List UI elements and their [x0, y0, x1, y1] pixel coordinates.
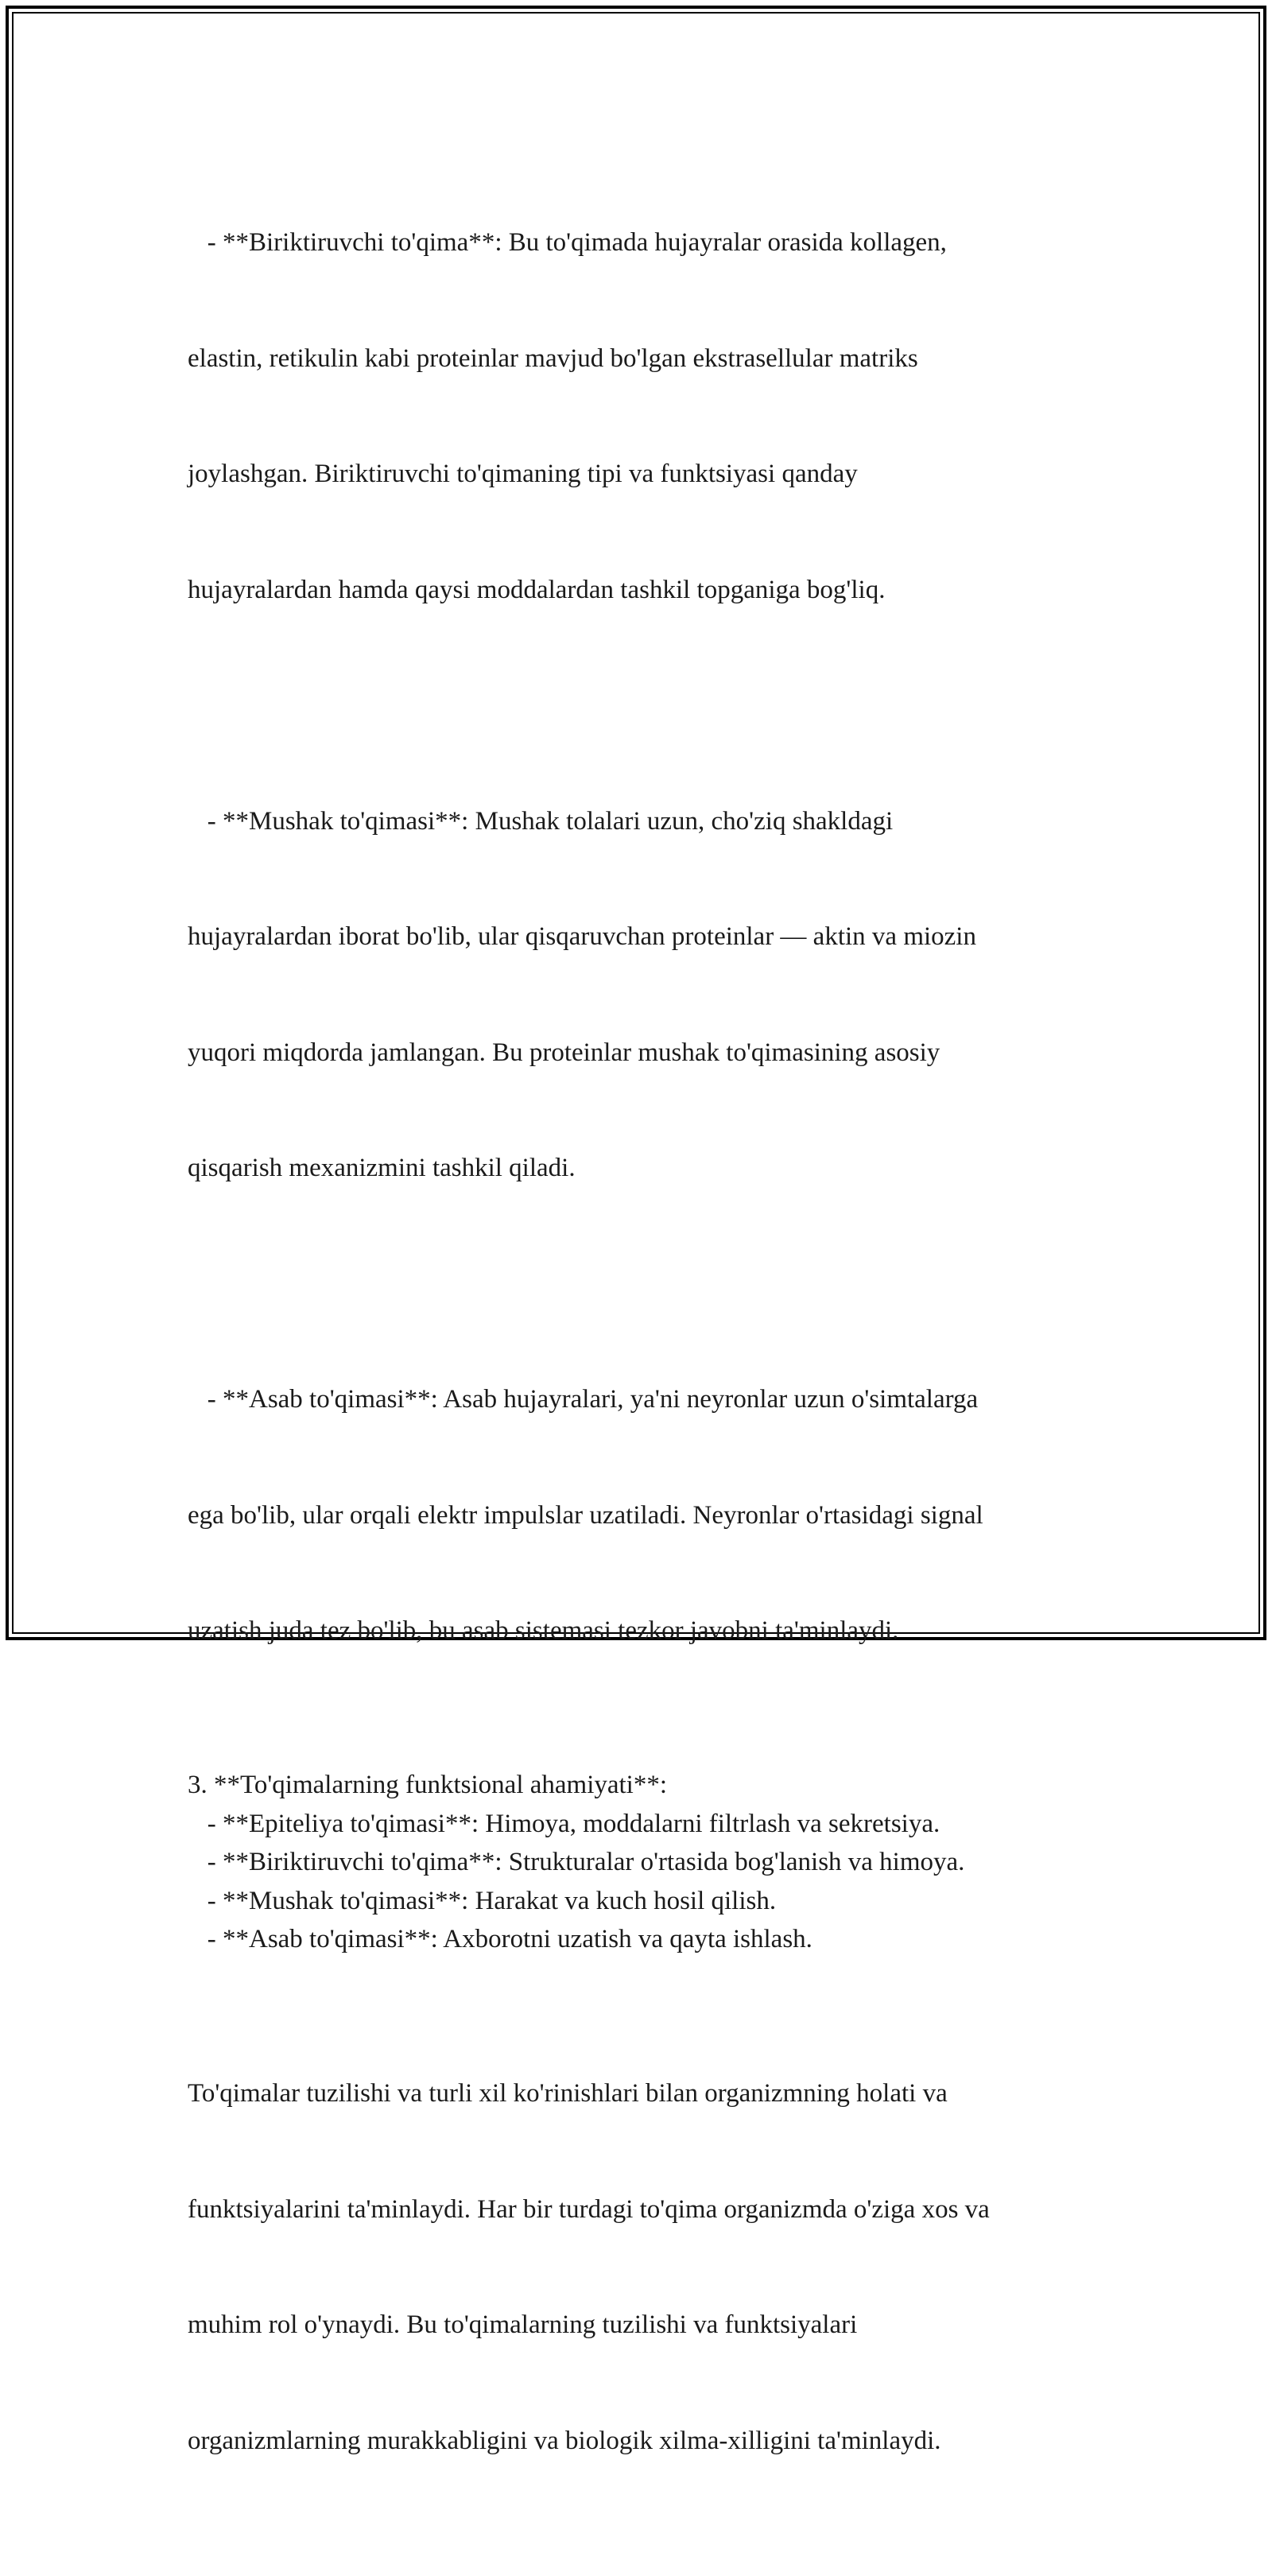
document-body: [188, 146, 1094, 2576]
section-functional-importance: [188, 1766, 1094, 1959]
text-line: organizmlarning murakkabligini va biologik xilma-xilligini ta'minlaydi.: [188, 2426, 941, 2455]
paragraph-connective-tissue: [188, 146, 1094, 686]
text-line: elastin, retikulin kabi proteinlar mavjud bo'lgan ekstrasellular matriks: [188, 343, 918, 373]
list-item: - **Asab to'qimasi**: Axborotni uzatish va qayta ishlash.: [188, 1925, 812, 1953]
text-line: funktsiyalarini ta'minlaydi. Har bir turdagi to'qima organizmda o'ziga xos va: [188, 2194, 990, 2224]
text-line: hujayralardan iborat bo'lib, ular qisqaruvchan proteinlar — aktin va miozin: [188, 922, 976, 951]
text-line: muhim rol o'ynaydi. Bu to'qimalarning tuzilishi va funktsiyalari: [188, 2310, 858, 2339]
text-line: - **Mushak to'qimasi**: Mushak tolalari uzun, cho'ziq shakldagi: [188, 806, 894, 836]
text-line: - **Biriktiruvchi to'qima**: Bu to'qimada hujayralar orasida kollagen,: [188, 228, 947, 257]
text-line: hujayralardan hamda qaysi moddalardan tashkil topganiga bog'liq.: [188, 575, 886, 604]
paragraph-muscle-tissue: [188, 725, 1094, 1265]
section-heading: 3. **To'qimalarning funktsional ahamiyati**:: [188, 1771, 668, 1799]
text-line: qisqarish mexanizmini tashkil qiladi.: [188, 1154, 576, 1182]
text-line: joylashgan. Biriktiruvchi to'qimaning tipi va funktsiyasi qanday: [188, 460, 858, 488]
text-line: yuqori miqdorda jamlangan. Bu proteinlar mushak to'qimasining asosiy: [188, 1038, 940, 1067]
list-item: - **Epiteliya to'qimasi**: Himoya, moddalarni filtrlash va sekretsiya.: [188, 1809, 940, 1838]
list-item: - **Mushak to'qimasi**: Harakat va kuch hosil qilish.: [188, 1886, 777, 1915]
text-line: To'qimalar tuzilishi va turli xil ko'rinishlari bilan organizmning holati va: [188, 2079, 948, 2108]
paragraph-conclusion: [188, 1997, 1094, 2537]
text-line: - **Asab to'qimasi**: Asab hujayralari, ya'ni neyronlar uzun o'simtalarga: [188, 1385, 979, 1414]
text-line: uzatish juda tez bo'lib, bu asab sistemasi tezkor javobni ta'minlaydi.: [188, 1616, 899, 1645]
paragraph-nervous-tissue: [188, 1303, 1094, 1728]
list-item: - **Biriktiruvchi to'qima**: Strukturalar o'rtasida bog'lanish va himoya.: [188, 1848, 965, 1876]
text-line: ega bo'lib, ular orqali elektr impulslar uzatiladi. Neyronlar o'rtasidagi signal: [188, 1500, 983, 1530]
